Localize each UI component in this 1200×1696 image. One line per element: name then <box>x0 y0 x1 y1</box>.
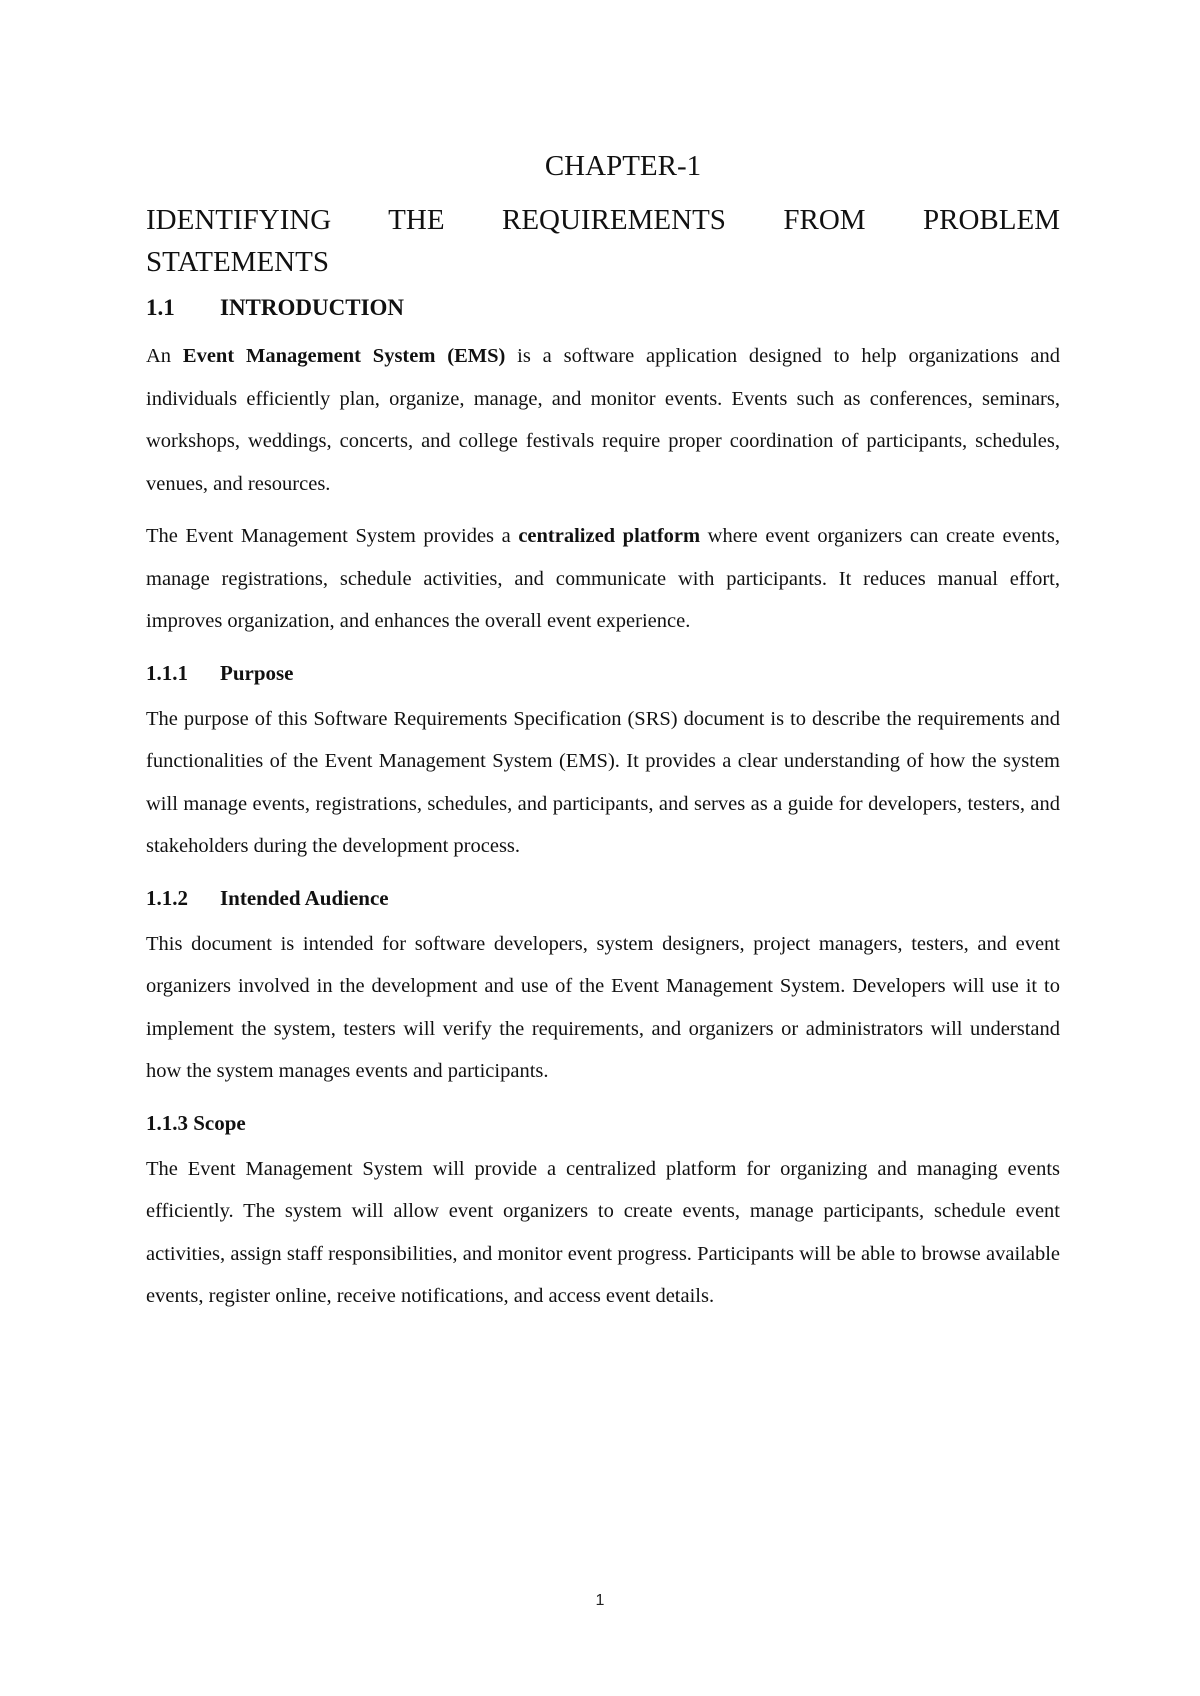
intro-paragraph-2 <box>146 515 1060 643</box>
section-title: INTRODUCTION <box>220 295 405 320</box>
intro-p1-rest: is a software application designed to help organizations and individuals efficiently plan, organize, manage, and monitor events. Events such as conferences, seminars, workshops, weddings, concerts, and college festivals require proper coordination of participants, schedules, venues, and resources. <box>146 345 1060 495</box>
scope-paragraph: The Event Management System will provide a centralized platform for organizing and managing events efficiently. The system will allow event organizers to create events, manage participants, schedule event activities, assign staff responsibilities, and monitor event progress. Participants will be able to browse available events, register online, receive notifications, and access event details. <box>146 1157 1060 1307</box>
page-number: 1 <box>595 1592 605 1609</box>
intro-paragraph-1 <box>146 335 1060 505</box>
subsection-title: Purpose <box>220 660 294 685</box>
chapter-heading: CHAPTER-1 <box>544 150 702 182</box>
intro-p2-rest: where event organizers can create events, manage registrations, schedule activities, and communicate with participants. It reduces manual effort, improves organization, and enhances the overall event experience. <box>146 525 1060 632</box>
intro-p2-prefix: The Event Management System provides a <box>146 525 519 547</box>
subsection-heading-purpose <box>146 661 1060 686</box>
purpose-paragraph: The purpose of this Software Requirements Specification (SRS) document is to describe the requirements and functionalities of the Event Management System (EMS). It provides a clear understanding of how the system will manage events, registrations, schedules, and participants, and serves as a guide for developers, testers, and stakeholders during the development process. <box>146 707 1060 857</box>
intro-p2-bold: centralized platform <box>518 525 701 547</box>
subsection-number: 1.1.2 <box>146 885 188 910</box>
intended-audience-paragraph: This document is intended for software developers, system designers, project managers, testers, and event organizers involved in the development and use of the Event Management System. Developers will use it to implement the system, testers will verify the requirements, and organizers or administrators will understand how the system manages events and participants. <box>146 932 1060 1082</box>
document-page <box>146 140 1060 1328</box>
intro-p1-bold: Event Management System (EMS) <box>182 345 506 367</box>
subsection-title: Intended Audience <box>220 885 389 910</box>
intro-p1-prefix: An <box>146 345 183 367</box>
subsection-heading-intended-audience <box>146 886 1060 911</box>
section-number: 1.1 <box>146 295 175 320</box>
chapter-title: IDENTIFYING THE REQUIREMENTS FROM PROBLEM STATEMENTS <box>146 204 1060 278</box>
subsection-heading-scope: 1.1.3 Scope <box>146 1110 246 1135</box>
section-heading-introduction <box>146 295 1060 321</box>
subsection-number: 1.1.1 <box>146 660 188 685</box>
